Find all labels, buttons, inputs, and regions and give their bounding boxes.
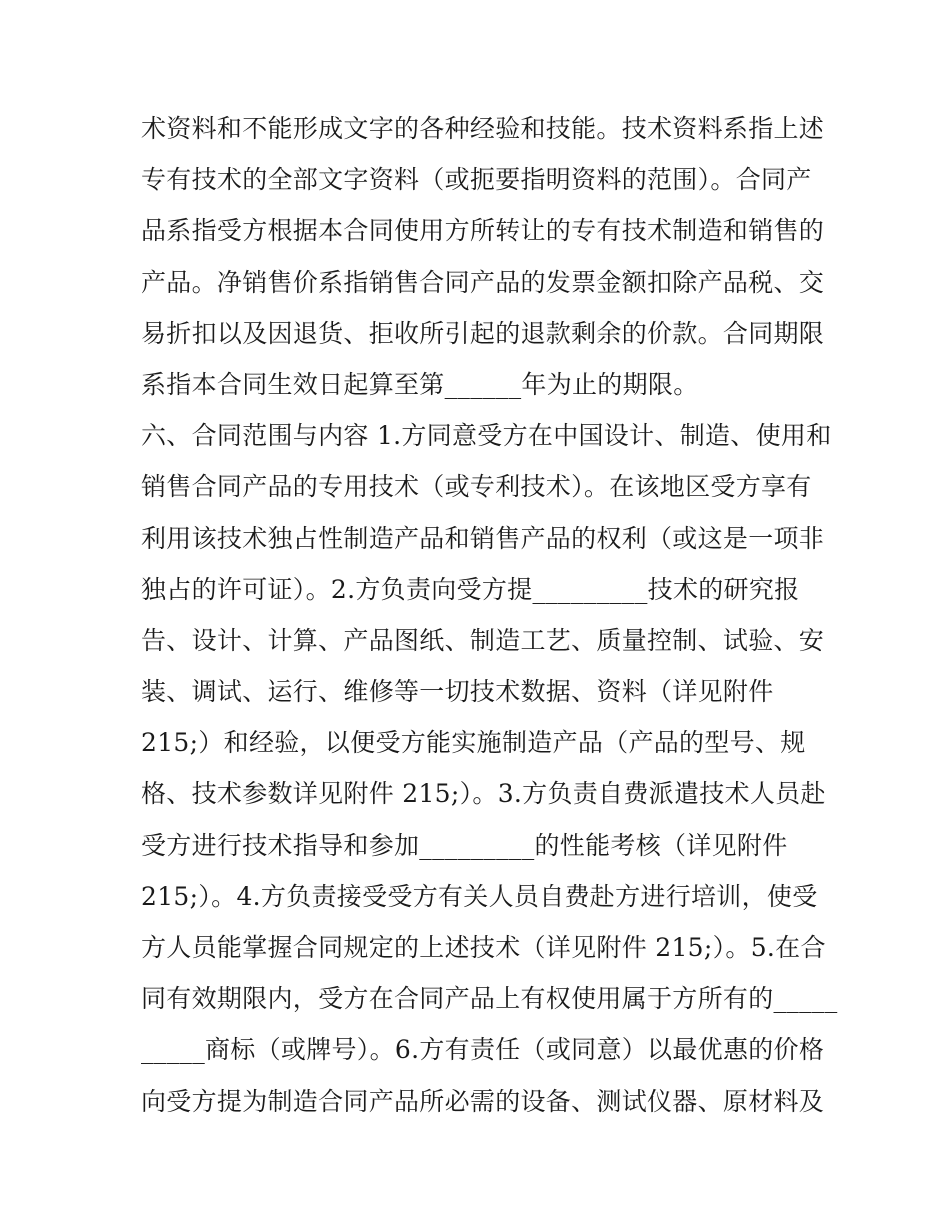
text-line-11: 告、设计、计算、产品图纸、制造工艺、质量控制、试验、安 xyxy=(141,625,825,655)
text-line-16: 215;）。4.方负责接受受方有关人员自费赴方进行培训，使受 xyxy=(141,881,818,911)
text-line-8: 销售合同产品的专用技术（或专利技术）。在该地区受方享有 xyxy=(141,472,812,502)
text-line-1: 术资料和不能形成文字的各种经验和技能。技术资料系指上述 xyxy=(141,114,825,143)
text-line-17: 方人员能掌握合同规定的上述技术（详见附件 215;）。5.在合 xyxy=(141,933,826,962)
text-line-14: 格、技术参数详见附件 215;）。3.方负责自费派遣技术人员赴 xyxy=(141,779,826,809)
text-line-19: _____商标（或牌号）。6.方有责任（或同意）以最优惠的价格 xyxy=(141,1035,825,1065)
text-line-12: 装、调试、运行、维修等一切技术数据、资料（详见附件 xyxy=(141,677,774,707)
contract-text-body xyxy=(141,103,838,1127)
text-line-3: 品系指受方根据本合同使用方所转让的专有技术制造和销售的 xyxy=(141,216,825,246)
text-line-18: 同有效期限内，受方在合同产品上有权使用属于方所有的_____ xyxy=(141,984,838,1014)
text-line-7: 六、合同范围与内容 1.方同意受方在中国设计、制造、使用和 xyxy=(141,421,832,451)
text-line-4: 产品。净销售价系指销售合同产品的发票金额扣除产品税、交 xyxy=(141,267,825,297)
text-line-10: 独占的许可证）。2.方负责向受方提_________技术的研究报 xyxy=(141,574,800,604)
text-line-20: 向受方提为制造合同产品所必需的设备、测试仪器、原材料及 xyxy=(141,1086,825,1116)
text-line-9: 利用该技术独占性制造产品和销售产品的权利（或这是一项非 xyxy=(141,523,825,553)
text-line-15: 受方进行技术指导和参加_________的性能考核（详见附件 xyxy=(141,830,788,860)
text-line-5: 易折扣以及因退货、拒收所引起的退款剩余的价款。合同期限 xyxy=(141,318,825,348)
text-line-2: 专有技术的全部文字资料（或扼要指明资料的范围）。合同产 xyxy=(141,165,812,195)
text-line-13: 215;）和经验，以便受方能实施制造产品（产品的型号、规 xyxy=(141,728,806,758)
text-line-6: 系指本合同生效日起算至第______年为止的期限。 xyxy=(141,369,699,399)
